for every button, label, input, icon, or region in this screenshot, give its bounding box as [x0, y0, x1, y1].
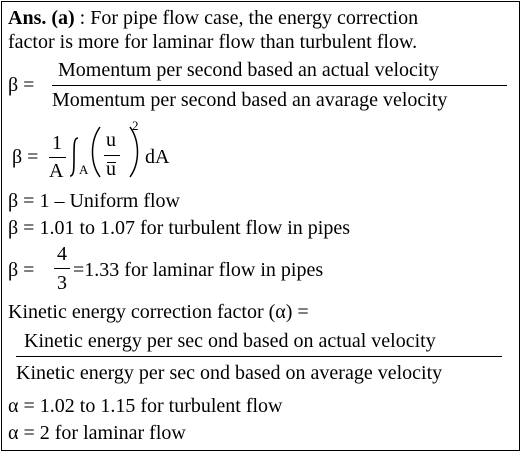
answer-intro-line-1 [8, 6, 418, 30]
alpha-def-fraction-bar [16, 356, 502, 357]
beta-integral-dA: dA [145, 146, 170, 168]
beta-integral-A: A [49, 160, 64, 182]
beta-laminar-num: 4 [57, 243, 67, 265]
ubar-overline [107, 162, 116, 163]
alpha-def-numerator: Kinetic energy per sec ond based on actual velocity [24, 330, 436, 352]
beta-def-fraction-bar [52, 85, 507, 86]
beta-laminar-frac-bar [54, 268, 70, 269]
beta-laminar-lhs: β = [8, 259, 35, 281]
beta-integral-ubar: u [106, 158, 116, 180]
beta-integral-one: 1 [52, 132, 62, 154]
beta-integral-u-bar [104, 155, 120, 156]
beta-uniform: β = 1 – Uniform flow [8, 190, 180, 212]
beta-laminar-rhs: =1.33 for laminar flow in pipes [73, 259, 324, 281]
beta-laminar-den: 3 [57, 272, 67, 294]
beta-def-denominator: Momentum per second based an avarage velocity [52, 89, 448, 111]
beta-integral-u: u [106, 129, 116, 151]
alpha-laminar: α = 2 for laminar flow [8, 422, 186, 444]
beta-integral-frac-bar [49, 157, 66, 158]
alpha-def-denominator: Kinetic energy per sec ond based on average velocity [16, 362, 443, 384]
answer-intro-text-1: : For pipe flow case, the energy correction [79, 7, 419, 29]
alpha-turbulent: α = 1.02 to 1.15 for turbulent flow [8, 395, 283, 417]
beta-integral-sub-A: A [79, 162, 89, 177]
beta-integral-exponent: 2 [132, 118, 139, 133]
alpha-def-title: Kinetic energy correction factor (α) = [8, 301, 309, 323]
beta-turbulent: β = 1.01 to 1.07 for turbulent flow in pipes [8, 217, 350, 239]
beta-def-numerator: Momentum per second based an actual velocity [58, 59, 439, 81]
beta-integral-lhs: β = [12, 146, 39, 168]
answer-intro-line-2: factor is more for laminar flow than turbulent flow. [8, 31, 418, 53]
beta-def-lhs: β = [8, 74, 35, 96]
answer-label: Ans. (a) [8, 7, 75, 29]
